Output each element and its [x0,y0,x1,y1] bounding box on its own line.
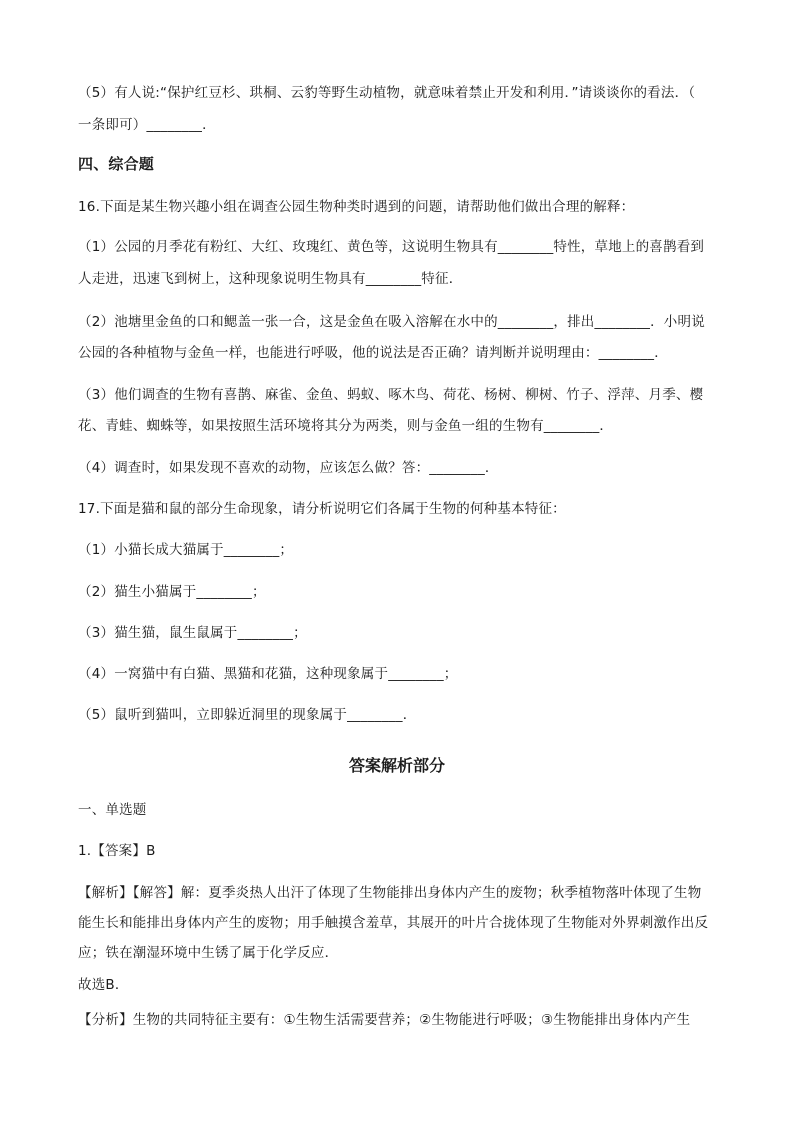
q17-item: （3）猫生猫，鼠生鼠属于________； [78,625,307,641]
q16-part2-line2: 公园的各种植物与金鱼一样，也能进行呼吸，他的说法是否正确？请判断并说明理由：________． [78,345,668,361]
fenxi-line: 【分析】生物的共同特征主要有：①生物生活需要营养；②生物能进行呼吸；③生物能排出身体内产生 [78,1012,691,1028]
q16-part4: （4）调查时，如果发现不喜欢的动物，应该怎么做？答：________． [78,460,499,476]
q16-part3-line2: 花、青蛙、蜘蛛等，如果按照生活环境将其分为两类，则与金鱼一组的生物有________． [78,418,614,434]
q17-item: （5）鼠听到猫叫，立即躲近洞里的现象属于________． [78,707,417,723]
q17-item: （2）猫生小猫属于________； [78,584,266,600]
analysis-line3: 应；铁在潮湿环境中生锈了属于化学反应． [78,945,339,961]
answer-1: 1.【答案】B [78,843,156,859]
answer-choice: 故选B． [78,977,129,993]
q16-part3-line1: （3）他们调查的生物有喜鹊、麻雀、金鱼、蚂蚁、啄木鸟、荷花、杨树、柳树、竹子、浮萍、月季、樱 [78,387,704,403]
analysis-line1: 【解析】【解答】解：夏季炎热人出汗了体现了生物能排出身体内产生的废物；秋季植物落叶体现了生物 [78,885,702,901]
q15-part5-line1: （5）有人说:“保护红豆杉、珙桐、云豹等野生动植物，就意味着禁止开发和利用．”请谈谈你的看法．（ [78,85,696,101]
q15-part5-line2: 一条即可）________． [78,117,216,133]
q17-stem: 17.下面是猫和鼠的部分生命现象，请分析说明它们各属于生物的何种基本特征： [78,501,566,517]
q16-stem: 16.下面是某生物兴趣小组在调查公园生物种类时遇到的问题，请帮助他们做出合理的解释： [78,199,635,215]
analysis-line2: 能生长和能排出身体内产生的废物；用手触摸含羞草，其展开的叶片合拢体现了生物能对外界刺激作出反 [78,915,709,931]
q16-part1-line1: （1）公园的月季花有粉红、大红、玫瑰红、黄色等，这说明生物具有________特性，草地上的喜鹊看到 [78,239,705,255]
answers-title: 答案解析部分 [348,756,445,775]
section-heading-comprehensive: 四、综合题 [78,155,155,173]
q16-part1-line2: 人走进，迅速飞到树上，这种现象说明生物具有________特征． [78,271,463,287]
q17-item: （4）一窝猫中有白猫、黑猫和花猫，这种现象属于________； [78,666,458,682]
q16-part2-line1: （2）池塘里金鱼的口和鳃盖一张一合，这是金鱼在吸入溶解在水中的________，排出________．小明说 [78,314,705,330]
answers-section-single-choice: 一、单选题 [78,802,147,818]
q17-item: （1）小猫长成大猫属于________； [78,542,294,558]
